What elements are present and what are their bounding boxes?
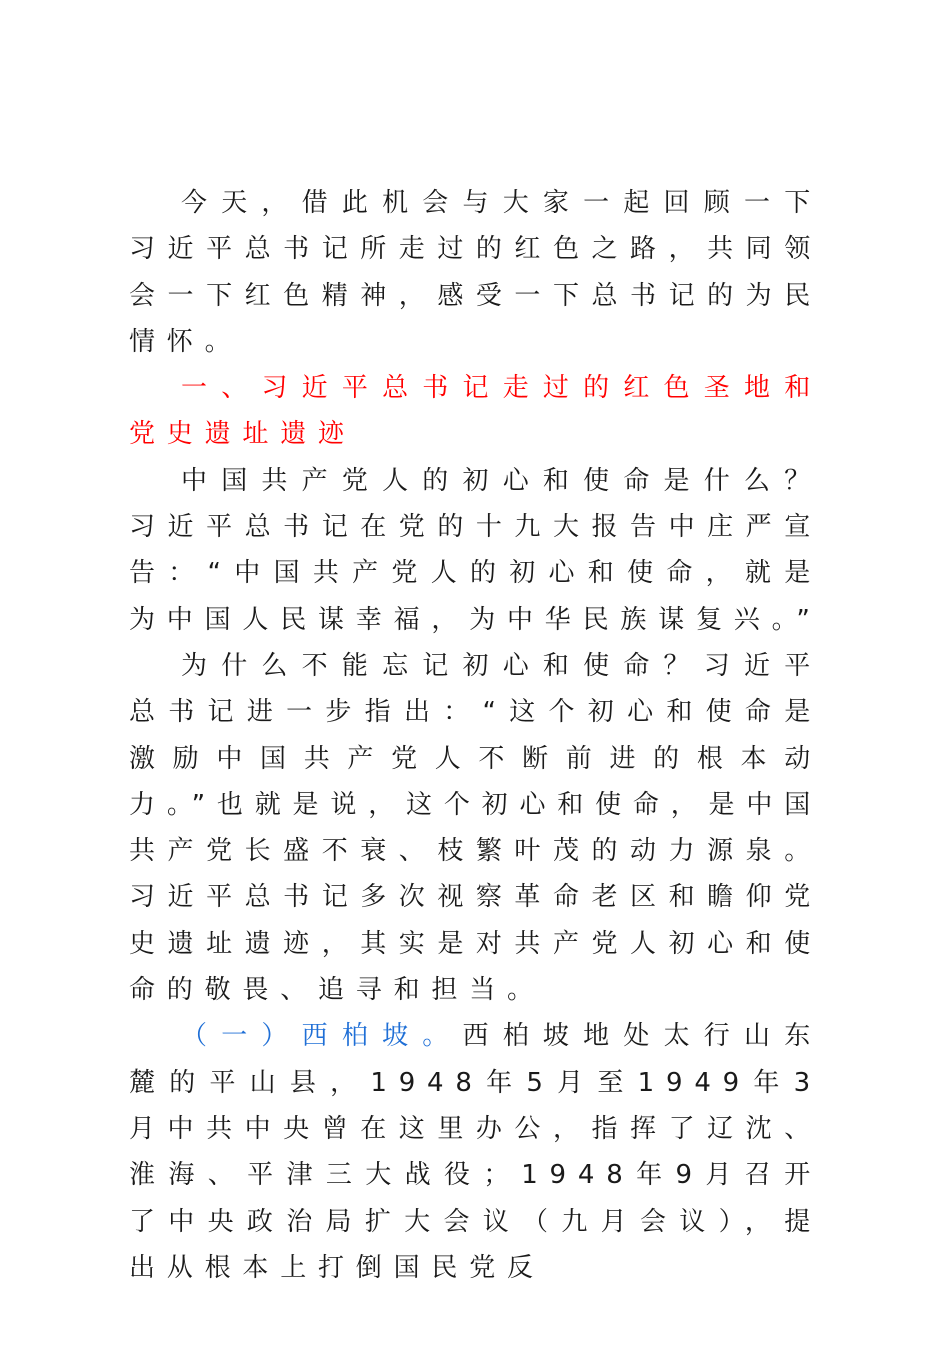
paragraph-text: 西柏坡地处太行山东麓的平山县，1948年5月至1949年3月中共中央曾在这里办公，指挥了辽沈、淮海、平津三大战役；1948年9月召开了中央政治局扩大会议（九月会议），提出从根本上打倒国民党反: [129, 1021, 823, 1283]
subsection-heading: （一）西柏坡。: [181, 1021, 463, 1052]
section-heading: [129, 365, 822, 458]
intro-paragraph: [129, 180, 822, 365]
body-paragraph: [129, 643, 822, 1013]
body-paragraph: [129, 458, 822, 643]
section-heading-text: 一、习近平总书记走过的红色圣地和党史遗址遗迹: [129, 373, 822, 450]
document-body: [129, 180, 822, 1291]
paragraph-text: 中国共产党人的初心和使命是什么？习近平总书记在党的十九大报告中庄严宣告：“中国共产党人的初心和使命，就是为中国人民谋幸福，为中华民族谋复兴。”: [129, 465, 822, 635]
paragraph-text: 为什么不能忘记初心和使命？习近平总书记进一步指出：“这个初心和使命是激励中国共产党人不断前进的根本动力。”也就是说，这个初心和使命，是中国共产党长盛不衰、枝繁叶茂的动力源泉。习近平总书记多次视察革命老区和瞻仰党史遗址遗迹，其实是对共产党人初心和使命的敬畏、追寻和担当。: [129, 650, 822, 1006]
intro-text: 今天，借此机会与大家一起回顾一下习近平总书记所走过的红色之路，共同领会一下红色精神，感受一下总书记的为民情怀。: [129, 188, 822, 357]
body-paragraph: [129, 1013, 822, 1291]
